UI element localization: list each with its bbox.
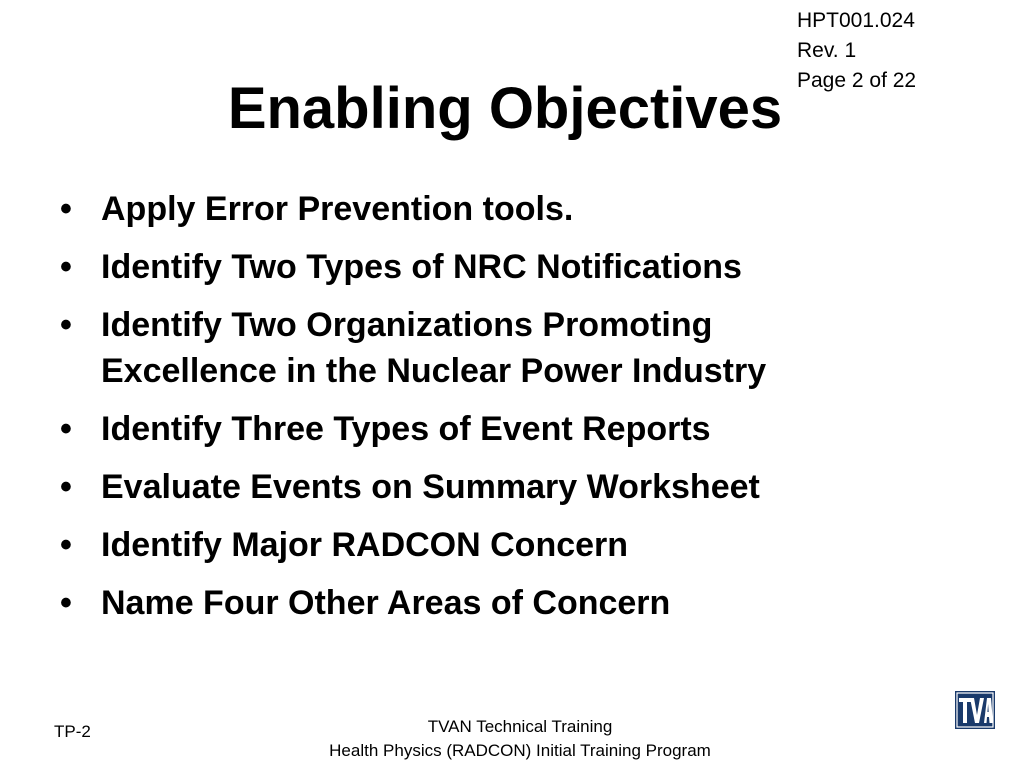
objective-item [58,580,958,626]
revision-label: Rev. 1 [797,39,857,62]
objective-item [58,522,958,568]
objective-text: Evaluate Events on Summary Worksheet [101,468,760,506]
objective-item [58,464,958,510]
objective-item [58,302,958,394]
bullet-icon: • [60,410,72,448]
document-number: HPT001.024 [797,9,915,32]
bullet-icon: • [60,248,72,286]
footer-program-info [260,715,780,763]
objective-text: Apply Error Prevention tools. [101,190,574,228]
objective-text: Identify Two Organizations Promoting [101,306,713,344]
bullet-icon: • [60,190,72,228]
objective-item [58,186,958,232]
bullet-icon: • [60,306,72,344]
objective-item [58,244,958,290]
objective-text: Identify Two Types of NRC Notifications [101,248,742,286]
objectives-list [58,186,958,638]
bullet-icon: • [60,526,72,564]
bullet-icon: • [60,468,72,506]
footer-line-organization: TVAN Technical Training [427,717,613,736]
objective-text: Identify Three Types of Event Reports [101,410,711,448]
objective-text: Identify Major RADCON Concern [101,526,629,564]
page-number: Page 2 of 22 [797,69,917,92]
objective-text: Name Four Other Areas of Concern [101,584,671,622]
bullet-icon: • [60,584,72,622]
slide-id: TP-2 [54,722,91,741]
objective-item [58,406,958,452]
slide-title: Enabling Objectives [227,76,783,141]
footer-line-program: Health Physics (RADCON) Initial Training Program [329,741,711,760]
tva-logo-icon [955,691,995,729]
objective-text-continued: Excellence in the Nuclear Power Industry [101,352,767,390]
